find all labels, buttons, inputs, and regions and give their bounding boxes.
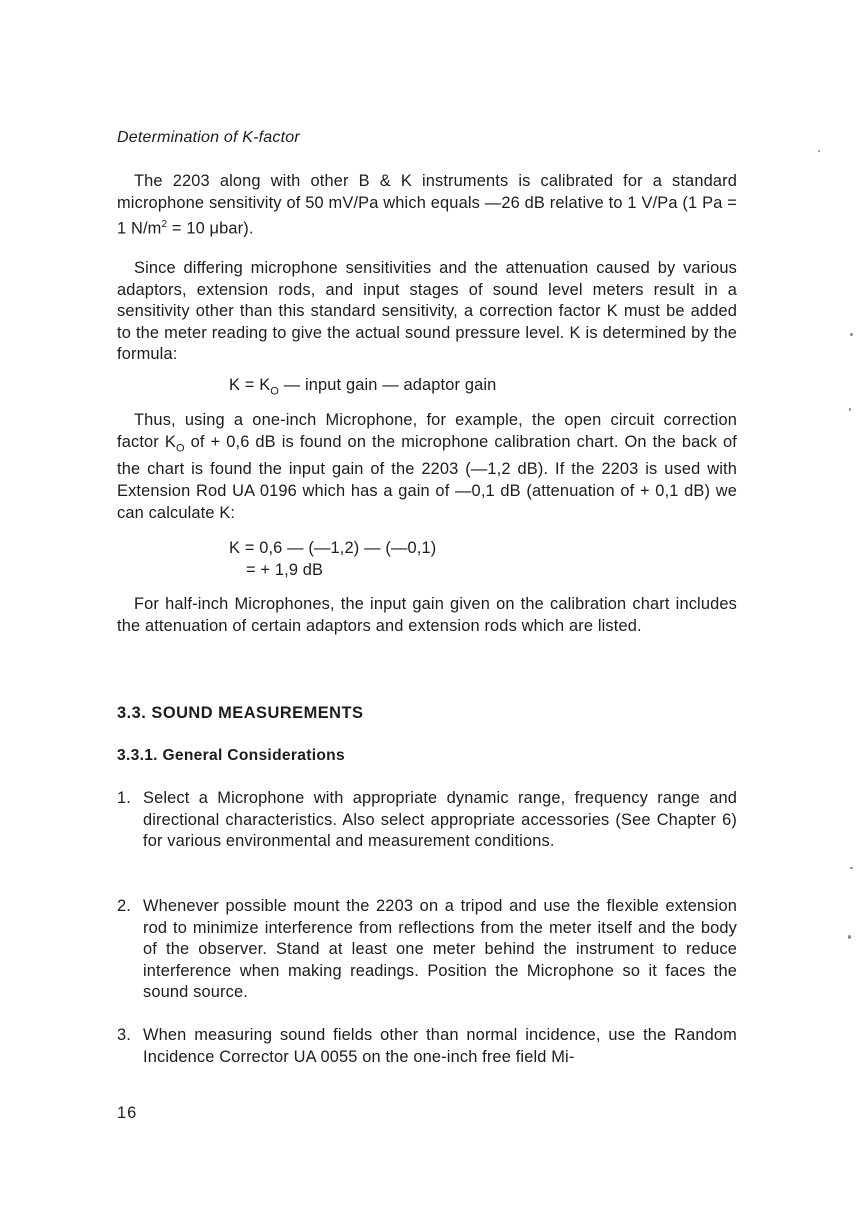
- scan-speck: [848, 935, 851, 939]
- paragraph-sensitivity: [117, 258, 737, 366]
- heading-general-considerations: 3.3.1. General Considerations: [117, 747, 345, 764]
- paragraph-example: [117, 410, 737, 524]
- heading-sound-measurements: 3.3. SOUND MEASUREMENTS: [117, 704, 364, 722]
- formula-line-1: K = 0,6 — (—1,2) — (—0,1): [229, 539, 437, 557]
- formula-k-left: K = K: [229, 376, 271, 394]
- list-item-1-text: Select a Microphone with appropriate dynamic range, frequency range and directional characteristics. Also select appropriate accessories (See Chapter 6) for various environmental and measurement conditions.: [143, 789, 737, 851]
- list-item-2-text: Whenever possible mount the 2203 on a tripod and use the flexible extension rod to minimize interference from reflections from the meter itself and the body of the observer. Stand at least one meter behind the instrument to reduce interference when making readings. Position the Microphone so it faces the sound source.: [143, 897, 737, 1002]
- formula-calculation: [229, 538, 629, 581]
- list-item-2-number: 2.: [117, 897, 131, 915]
- paragraph-half-inch: [117, 594, 737, 637]
- para1-text-end: = 10 μbar).: [167, 219, 254, 238]
- list-item-3-number: 3.: [117, 1026, 131, 1044]
- formula-k-subscript: O: [270, 385, 280, 398]
- list-item-1: [117, 788, 737, 853]
- scan-speck: [850, 867, 853, 869]
- page-number: 16: [117, 1104, 138, 1122]
- formula-k-right: — input gain — adaptor gain: [279, 376, 497, 394]
- para3-text: Thus, using a one-inch Microphone, for example, the open circuit correction factor K: [117, 411, 737, 451]
- formula-k: [229, 375, 629, 403]
- scan-speck: [850, 333, 853, 336]
- para3-subscript: O: [175, 441, 185, 454]
- para4-text: For half-inch Microphones, the input gain given on the calibration chart includes the attenuation of certain adaptors and extension rods which are listed.: [117, 595, 737, 635]
- list-item-3: [117, 1025, 737, 1068]
- list-item-2: [117, 896, 737, 1004]
- scan-speck: [818, 150, 820, 152]
- para2-text: Since differing microphone sensitivities and the attenuation caused by various adaptors, extension rods, and input stages of sound level meters result in a sensitivity other than this standard sensitivity, a correction factor K must be added to the meter reading to give the actual sound pressure level. K is determined by the formula:: [117, 259, 737, 364]
- para1-superscript: 2: [161, 219, 168, 231]
- formula-line-2: = + 1,9 dB: [246, 560, 324, 579]
- paragraph-calibration: [117, 171, 737, 240]
- para1-text: The 2203 along with other B & K instruments is calibrated for a standard microphone sensitivity of 50 mV/Pa which equals —26 dB relative to 1 V/Pa (1 Pa = 1 N/m: [117, 172, 737, 238]
- list-item-1-number: 1.: [117, 789, 131, 807]
- scan-speck: [849, 408, 851, 411]
- section-heading: Determination of K-factor: [117, 129, 300, 146]
- list-item-3-text: When measuring sound fields other than normal incidence, use the Random Incidence Corrector UA 0055 on the one-inch free field Mi-: [143, 1026, 737, 1066]
- para3-text-end: of + 0,6 dB is found on the microphone calibration chart. On the back of the chart is found the input gain of the 2203 (—1,2 dB). If the 2203 is used with Extension Rod UA 0196 which has a gain of —0,1 dB (attenuation of + 0,1 dB) we can calculate K:: [117, 432, 737, 522]
